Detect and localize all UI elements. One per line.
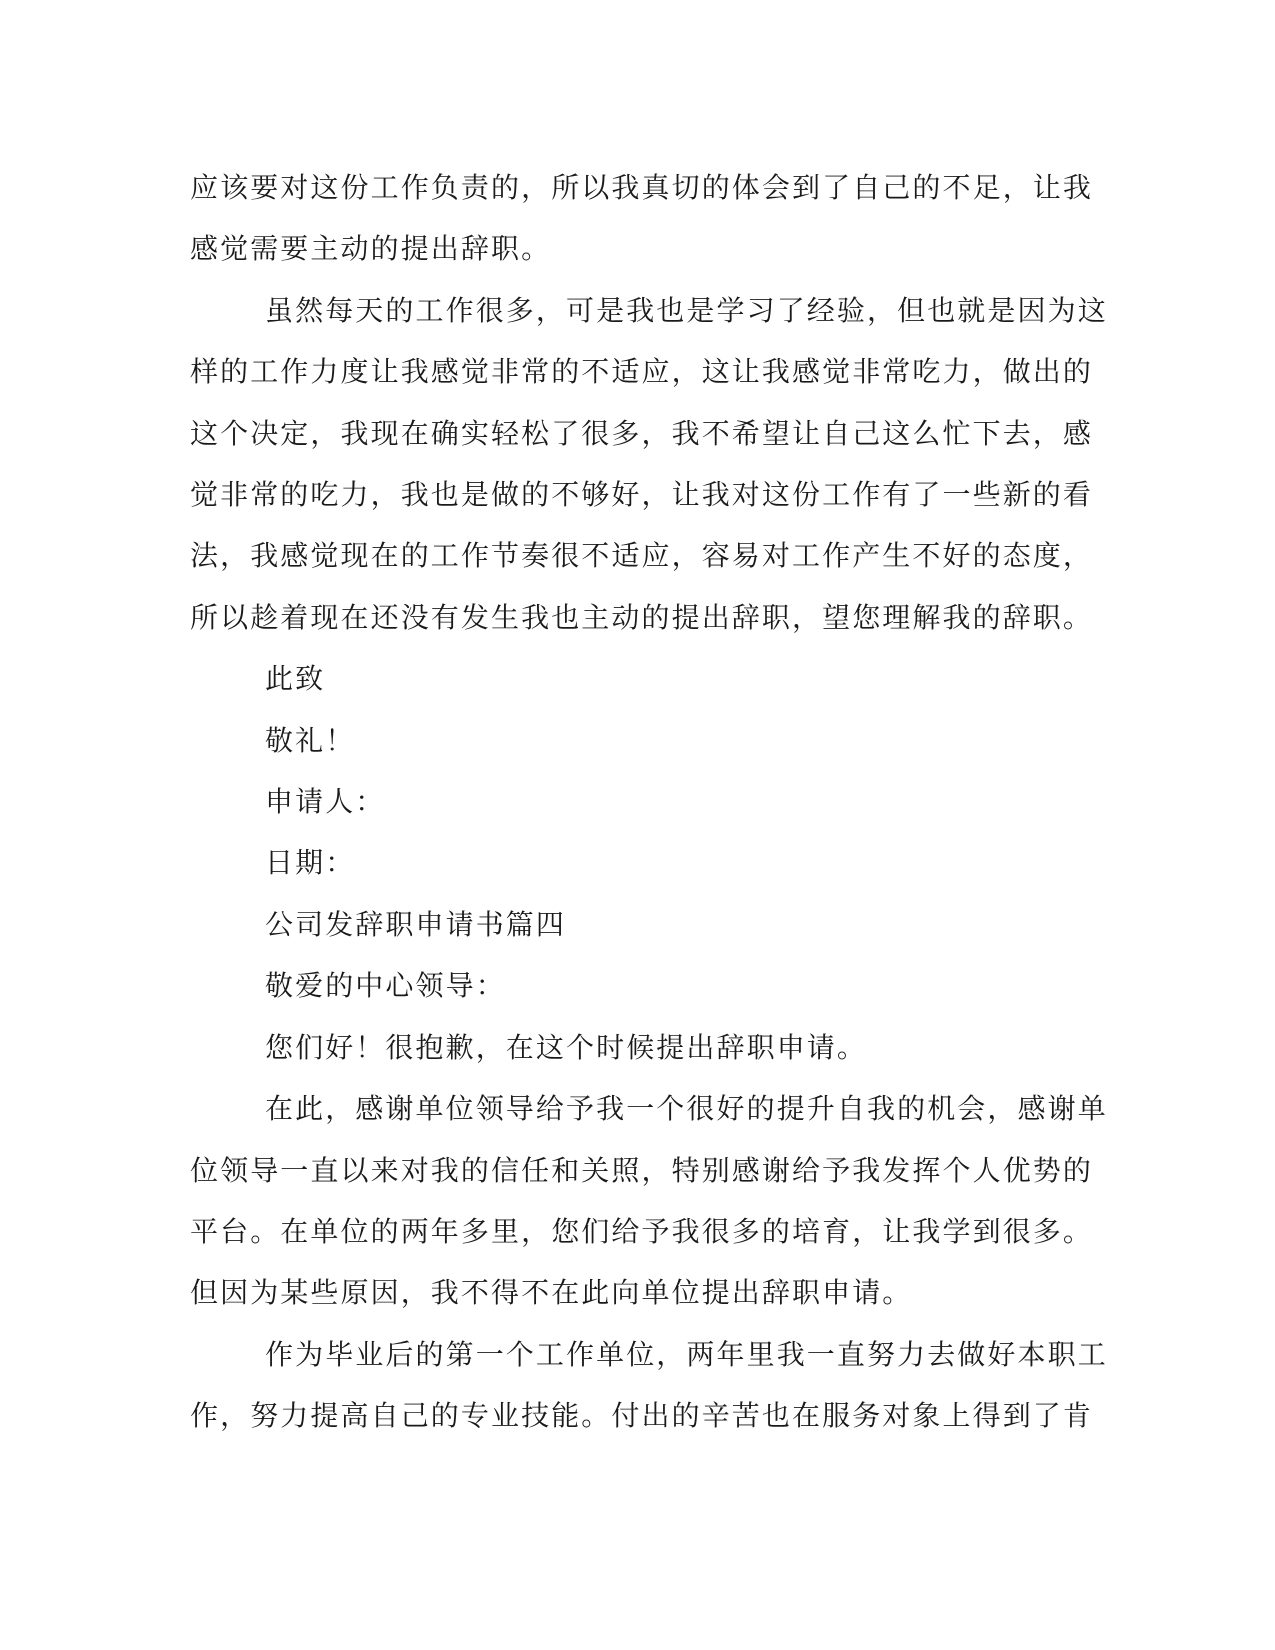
body-line-21: 作，努力提高自己的专业技能。付出的辛苦也在服务对象上得到了肯: [190, 1399, 1094, 1433]
applicant-label: 申请人：: [265, 785, 386, 819]
body-line-1: 应该要对这份工作负责的，所以我真切的体会到了自己的不足，让我: [190, 171, 1094, 204]
body-line-19: 但因为某些原因，我不得不在此向单位提出辞职申请。: [190, 1276, 913, 1310]
body-line-20: 作为毕业后的第一个工作单位，两年里我一直努力去做好本职工: [265, 1337, 1108, 1371]
body-line-7: 法，我感觉现在的工作节奏很不适应，容易对工作产生不好的态度，: [190, 539, 1094, 573]
date-label: 日期：: [265, 846, 356, 880]
document-body: [190, 157, 1108, 1447]
body-line-2: 感觉需要主动的提出辞职。: [190, 232, 552, 266]
section-title: 公司发辞职申请书篇四: [265, 907, 567, 941]
body-line-16: 在此，感谢单位领导给予我一个很好的提升自我的机会，感谢单: [265, 1092, 1108, 1126]
body-line-8: 所以趁着现在还没有发生我也主动的提出辞职，望您理解我的辞职。: [190, 600, 1094, 634]
closing-salutation: 此致: [265, 662, 326, 696]
body-line-15: 您们好！很抱歉，在这个时候提出辞职申请。: [265, 1030, 868, 1064]
body-line-6: 觉非常的吃力，我也是做的不够好，让我对这份工作有了一些新的看: [190, 478, 1094, 512]
body-line-5: 这个决定，我现在确实轻松了很多，我不希望让自己这么忙下去，感: [190, 416, 1094, 450]
body-line-4: 样的工作力度让我感觉非常的不适应，这让我感觉非常吃力，做出的: [190, 355, 1094, 389]
body-line-18: 平台。在单位的两年多里，您们给予我很多的培育，让我学到很多。: [190, 1214, 1094, 1248]
body-line-3: 虽然每天的工作很多，可是我也是学习了经验，但也就是因为这: [265, 293, 1108, 327]
closing-regards: 敬礼！: [265, 723, 356, 757]
letter-greeting: 敬爱的中心领导：: [265, 969, 506, 1003]
body-line-17: 位领导一直以来对我的信任和关照，特别感谢给予我发挥个人优势的: [190, 1153, 1094, 1187]
